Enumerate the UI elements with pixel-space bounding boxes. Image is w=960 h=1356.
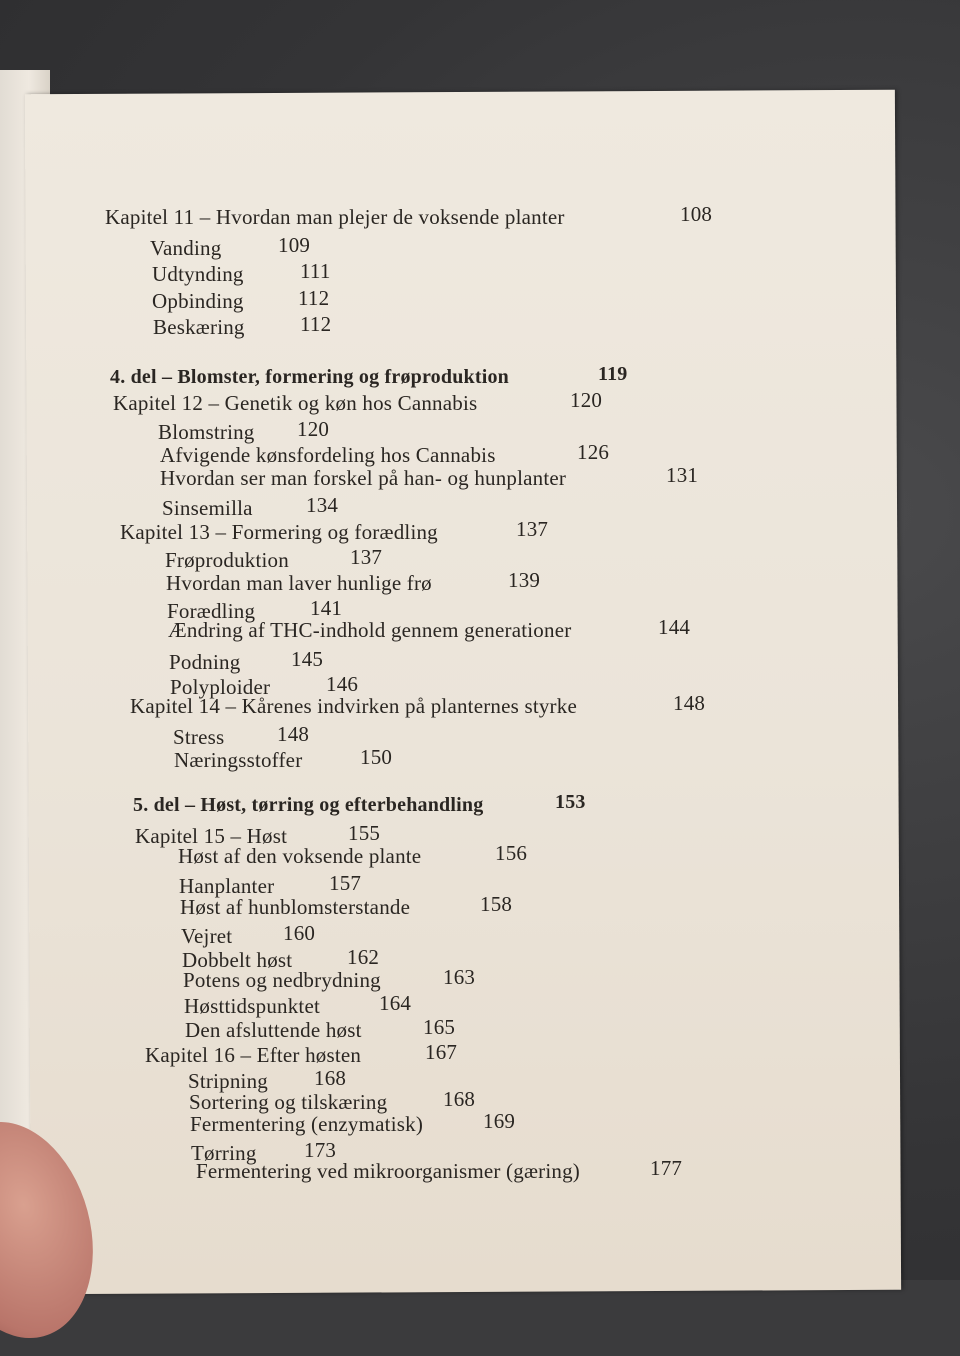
toc-entry-title: Hvordan man laver hunlige frø [166,571,432,595]
toc-entry-title: Ændring af THC-indhold gennem generationer [168,618,572,642]
toc-entry-page-number: 141 [310,596,343,620]
toc-entry-title: Blomstring [158,420,255,444]
toc-entry-title: Næringsstoffer [174,748,303,772]
toc-entry-title: Forædling [167,599,256,623]
toc-entry-page-number: 173 [304,1138,337,1162]
toc-entry-page-number: 139 [508,568,541,592]
toc-entry-page-number: 177 [650,1156,683,1180]
toc-entry-page-number: 131 [666,463,699,487]
toc-entry-page-number: 155 [348,821,381,845]
toc-entry-page-number: 126 [577,440,610,464]
toc-entry-title: Kapitel 11 – Hvordan man plejer de voksende planter [105,205,565,229]
toc-entry-title: Stress [173,725,225,749]
toc-entry-title: Beskæring [153,315,245,339]
toc-entry-page-number: 169 [483,1109,516,1133]
toc-entry-title: Tørring [191,1141,257,1165]
toc-entry-title: Afvigende kønsfordeling hos Cannabis [160,443,496,467]
toc-entry-page-number: 109 [278,233,311,257]
toc-entry-page-number: 134 [306,493,339,517]
toc-entry-page-number: 163 [443,965,476,989]
toc-entry-page-number: 120 [297,417,330,441]
toc-entry-title: Dobbelt høst [182,948,293,972]
toc-entry-page-number: 144 [658,615,691,639]
toc-entry-title: Stripning [188,1069,268,1093]
toc-entry-title: Kapitel 15 – Høst [135,824,288,848]
toc-entry-title: Kapitel 13 – Formering og forædling [120,520,438,544]
toc-entry-page-number: 111 [300,259,331,283]
toc-entry-page-number: 108 [680,202,713,226]
toc-entry-page-number: 112 [300,312,332,336]
toc-entry-page-number: 146 [326,672,359,696]
toc-entry-title: Vanding [150,236,222,260]
toc-entry-title: Udtynding [152,262,244,286]
toc-entry-page-number: 137 [516,517,549,541]
toc-entry-page-number: 165 [423,1015,456,1039]
toc-entry-title: Hanplanter [179,874,275,898]
toc-entry-title: Høsttidspunktet [184,994,321,1018]
toc-entry-page-number: 162 [347,945,380,969]
toc-entry-page-number: 137 [350,545,383,569]
toc-entry-title: Kapitel 16 – Efter høsten [145,1043,362,1067]
toc-entry-title: Frøproduktion [165,548,289,572]
toc-entry-title: Polyploider [170,675,271,699]
toc-entry-page-number: 156 [495,841,528,865]
toc-entry-page-number: 119 [598,363,628,385]
toc-entry-title: Sortering og tilskæring [189,1090,388,1114]
toc-entry-page-number: 157 [329,871,362,895]
toc-entry-page-number: 150 [360,745,393,769]
toc-entry-page-number: 148 [673,691,706,715]
toc-entry-page-number: 145 [291,647,324,671]
toc-entry-title: Høst af hunblomsterstande [180,895,411,919]
toc-entry-page-number: 167 [425,1040,458,1064]
toc-entry-page-number: 168 [314,1066,347,1090]
toc-entry-page-number: 153 [555,791,586,813]
toc-entry-page-number: 160 [283,921,316,945]
toc-entry-title: Potens og nedbrydning [183,968,381,992]
toc-entry-page-number: 112 [298,286,330,310]
toc-entry-title: Kapitel 12 – Genetik og køn hos Cannabis [113,391,478,415]
toc-entry-page-number: 158 [480,892,513,916]
toc-entry-title: Hvordan ser man forskel på han- og hunplanter [160,466,567,490]
part-heading: 4. del – Blomster, formering og frøproduktion [110,366,509,388]
toc-entry-page-number: 168 [443,1087,476,1111]
toc-entry-title: Den afsluttende høst [185,1018,362,1042]
toc-entry-page-number: 164 [379,991,412,1015]
toc-entry-title: Opbinding [152,289,244,313]
part-heading: 5. del – Høst, tørring og efterbehandling [133,794,484,816]
toc-entry-page-number: 148 [277,722,310,746]
toc-entry-title: Vejret [181,924,233,948]
toc-entry-title: Fermentering ved mikroorganismer (gæring) [196,1159,580,1183]
toc-entry-title: Fermentering (enzymatisk) [190,1112,424,1136]
toc-entry-title: Podning [169,650,241,674]
toc-entry-title: Kapitel 14 – Kårenes indvirken på planternes styrke [130,694,577,718]
toc-entry-title: Høst af den voksende plante [178,844,422,868]
toc-entry-title: Sinsemilla [162,496,253,520]
toc-entry-page-number: 120 [570,388,603,412]
